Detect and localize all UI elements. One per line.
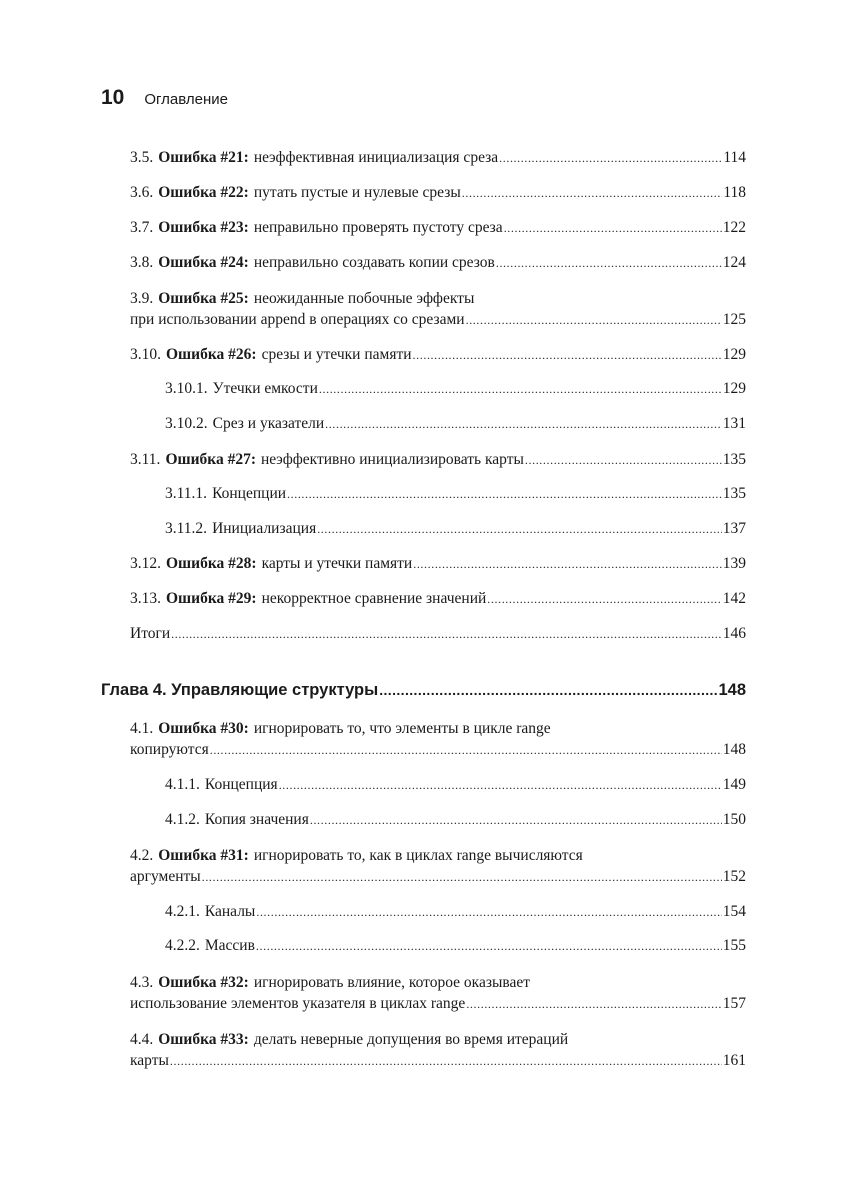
entry-number: 4.1.1. bbox=[165, 776, 200, 793]
entry-page: 142 bbox=[722, 590, 746, 607]
entry-label: Ошибка #25: bbox=[158, 290, 249, 307]
entry-label: Ошибка #26: bbox=[166, 346, 257, 363]
entry-label: Ошибка #33: bbox=[158, 1031, 249, 1048]
entry-page: 148 bbox=[722, 741, 746, 758]
entry-number: 3.5. bbox=[130, 149, 154, 166]
running-head bbox=[101, 86, 228, 110]
entry-title-continued: карты bbox=[130, 1052, 169, 1069]
entry-page: 131 bbox=[722, 415, 746, 432]
toc-entry[interactable] bbox=[130, 845, 746, 888]
entry-title: неправильно проверять пустоту среза bbox=[253, 219, 503, 236]
entry-label: Ошибка #23: bbox=[158, 219, 249, 236]
entry-page: 129 bbox=[722, 346, 746, 363]
entry-page: 118 bbox=[723, 184, 746, 201]
entry-page: 135 bbox=[722, 485, 746, 502]
entry-page: 161 bbox=[722, 1052, 746, 1069]
entry-title: неэффективная инициализация среза bbox=[253, 149, 499, 166]
entry-number: 4.2. bbox=[130, 847, 154, 864]
entry-number: 3.10.1. bbox=[165, 380, 208, 397]
toc-entry[interactable] bbox=[130, 182, 746, 204]
toc-entry[interactable] bbox=[130, 217, 746, 239]
entry-title: неожиданные побочные эффекты bbox=[253, 290, 475, 307]
toc-entry[interactable] bbox=[130, 1029, 746, 1072]
chapter-title: Глава 4. Управляющие структуры bbox=[101, 681, 379, 699]
chapter-page: 148 bbox=[718, 681, 746, 699]
entry-label: Ошибка #31: bbox=[158, 847, 249, 864]
entry-number: 3.11. bbox=[130, 451, 161, 468]
entry-label: Ошибка #30: bbox=[158, 720, 249, 737]
entry-title: некорректное сравнение значений bbox=[261, 590, 487, 607]
toc-subentry[interactable] bbox=[165, 518, 746, 540]
entry-title: Утечки емкости bbox=[212, 380, 318, 397]
entry-label: Ошибка #22: bbox=[158, 184, 249, 201]
entry-page: 152 bbox=[722, 868, 746, 885]
entry-number: 3.10. bbox=[130, 346, 161, 363]
entry-number: 3.11.2. bbox=[165, 520, 208, 537]
entry-page: 135 bbox=[722, 451, 746, 468]
toc-subentry[interactable] bbox=[165, 809, 746, 831]
entry-page: 154 bbox=[722, 903, 746, 920]
toc-entry[interactable] bbox=[130, 147, 746, 169]
entry-number: 3.9. bbox=[130, 290, 154, 307]
entry-title: Итоги bbox=[130, 625, 171, 642]
toc-entry[interactable] bbox=[130, 449, 746, 471]
entry-page: 155 bbox=[722, 937, 746, 954]
entry-title: путать пустые и нулевые срезы bbox=[253, 184, 461, 201]
dot-leader bbox=[496, 252, 722, 274]
entry-number: 3.10.2. bbox=[165, 415, 208, 432]
entry-label: Ошибка #24: bbox=[158, 254, 249, 271]
entry-page: 114 bbox=[723, 149, 746, 166]
entry-title: Массив bbox=[204, 937, 255, 954]
dot-leader bbox=[499, 147, 722, 169]
toc-entry[interactable] bbox=[130, 553, 746, 575]
entry-title: Инициализация bbox=[212, 520, 317, 537]
entry-title: карты и утечки памяти bbox=[261, 555, 413, 572]
dot-leader bbox=[379, 680, 717, 701]
entry-page: 157 bbox=[722, 995, 746, 1012]
entry-page: 139 bbox=[722, 555, 746, 572]
toc-entry[interactable] bbox=[130, 718, 746, 761]
entry-title-continued: использование элементов указателя в циклах range bbox=[130, 995, 466, 1012]
dot-leader bbox=[256, 901, 721, 923]
entry-title: игнорировать влияние, которое оказывает bbox=[253, 974, 531, 991]
toc-entry[interactable] bbox=[130, 623, 746, 645]
dot-leader bbox=[325, 413, 722, 435]
page-number: 10 bbox=[101, 86, 125, 109]
entry-page: 146 bbox=[722, 625, 746, 642]
toc-subentry[interactable] bbox=[165, 935, 746, 957]
entry-title: Концепции bbox=[212, 485, 287, 502]
entry-number: 4.3. bbox=[130, 974, 154, 991]
entry-number: 4.2.1. bbox=[165, 903, 200, 920]
dot-leader bbox=[279, 774, 722, 796]
entry-label: Ошибка #32: bbox=[158, 974, 249, 991]
entry-label: Ошибка #27: bbox=[165, 451, 256, 468]
dot-leader bbox=[317, 518, 722, 540]
entry-title: Каналы bbox=[204, 903, 256, 920]
entry-title: неэффективно инициализировать карты bbox=[261, 451, 524, 468]
entry-number: 3.11.1. bbox=[165, 485, 208, 502]
entry-page: 150 bbox=[722, 811, 746, 828]
entry-page: 137 bbox=[722, 520, 746, 537]
dot-leader bbox=[319, 378, 722, 400]
toc-subentry[interactable] bbox=[165, 901, 746, 923]
dot-leader bbox=[170, 1050, 722, 1072]
entry-title: Концепция bbox=[204, 776, 278, 793]
entry-title: игнорировать то, как в циклах range вычисляются bbox=[253, 847, 583, 864]
entry-title: срезы и утечки памяти bbox=[261, 346, 412, 363]
entry-title: игнорировать то, что элементы в цикле range bbox=[253, 720, 551, 737]
entry-number: 4.1. bbox=[130, 720, 154, 737]
entry-title: Срез и указатели bbox=[212, 415, 325, 432]
entry-title-continued: при использовании append в операциях со срезами bbox=[130, 311, 465, 328]
entry-number: 3.7. bbox=[130, 219, 154, 236]
dot-leader bbox=[310, 809, 722, 831]
entry-page: 125 bbox=[722, 311, 746, 328]
toc-subentry[interactable] bbox=[165, 413, 746, 435]
toc-subentry[interactable] bbox=[165, 483, 746, 505]
entry-number: 4.4. bbox=[130, 1031, 154, 1048]
entry-number: 4.2.2. bbox=[165, 937, 200, 954]
entry-label: Ошибка #21: bbox=[158, 149, 249, 166]
toc-entry[interactable] bbox=[130, 344, 746, 366]
entry-title-continued: аргументы bbox=[130, 868, 201, 885]
toc-subentry[interactable] bbox=[165, 378, 746, 400]
entry-number: 3.12. bbox=[130, 555, 161, 572]
entry-label: Ошибка #28: bbox=[166, 555, 257, 572]
running-head-title: Оглавление bbox=[144, 91, 228, 108]
dot-leader bbox=[202, 866, 722, 888]
toc-subentry[interactable] bbox=[165, 774, 746, 796]
dot-leader bbox=[413, 344, 722, 366]
dot-leader bbox=[256, 935, 722, 957]
entry-page: 129 bbox=[722, 380, 746, 397]
entry-title: Копия значения bbox=[204, 811, 309, 828]
entry-title: делать неверные допущения во время итераций bbox=[253, 1031, 569, 1048]
toc-entry[interactable] bbox=[130, 972, 746, 1015]
dot-leader bbox=[287, 483, 722, 505]
entry-number: 3.6. bbox=[130, 184, 154, 201]
dot-leader bbox=[466, 993, 721, 1015]
dot-leader bbox=[466, 309, 722, 331]
toc-entry[interactable] bbox=[130, 588, 746, 610]
dot-leader bbox=[413, 553, 722, 575]
entry-page: 122 bbox=[722, 219, 746, 236]
entry-title-continued: копируются bbox=[130, 741, 209, 758]
toc-chapter[interactable] bbox=[101, 680, 746, 701]
dot-leader bbox=[462, 182, 723, 204]
toc-entry[interactable] bbox=[130, 252, 746, 274]
dot-leader bbox=[171, 623, 722, 645]
dot-leader bbox=[504, 217, 722, 239]
entry-page: 124 bbox=[722, 254, 746, 271]
dot-leader bbox=[487, 588, 721, 610]
entry-number: 4.1.2. bbox=[165, 811, 200, 828]
toc-entry[interactable] bbox=[130, 288, 746, 331]
dot-leader bbox=[210, 739, 722, 761]
dot-leader bbox=[525, 449, 722, 471]
entry-page: 149 bbox=[722, 776, 746, 793]
entry-number: 3.8. bbox=[130, 254, 154, 271]
entry-label: Ошибка #29: bbox=[166, 590, 257, 607]
entry-title: неправильно создавать копии срезов bbox=[253, 254, 495, 271]
entry-number: 3.13. bbox=[130, 590, 161, 607]
